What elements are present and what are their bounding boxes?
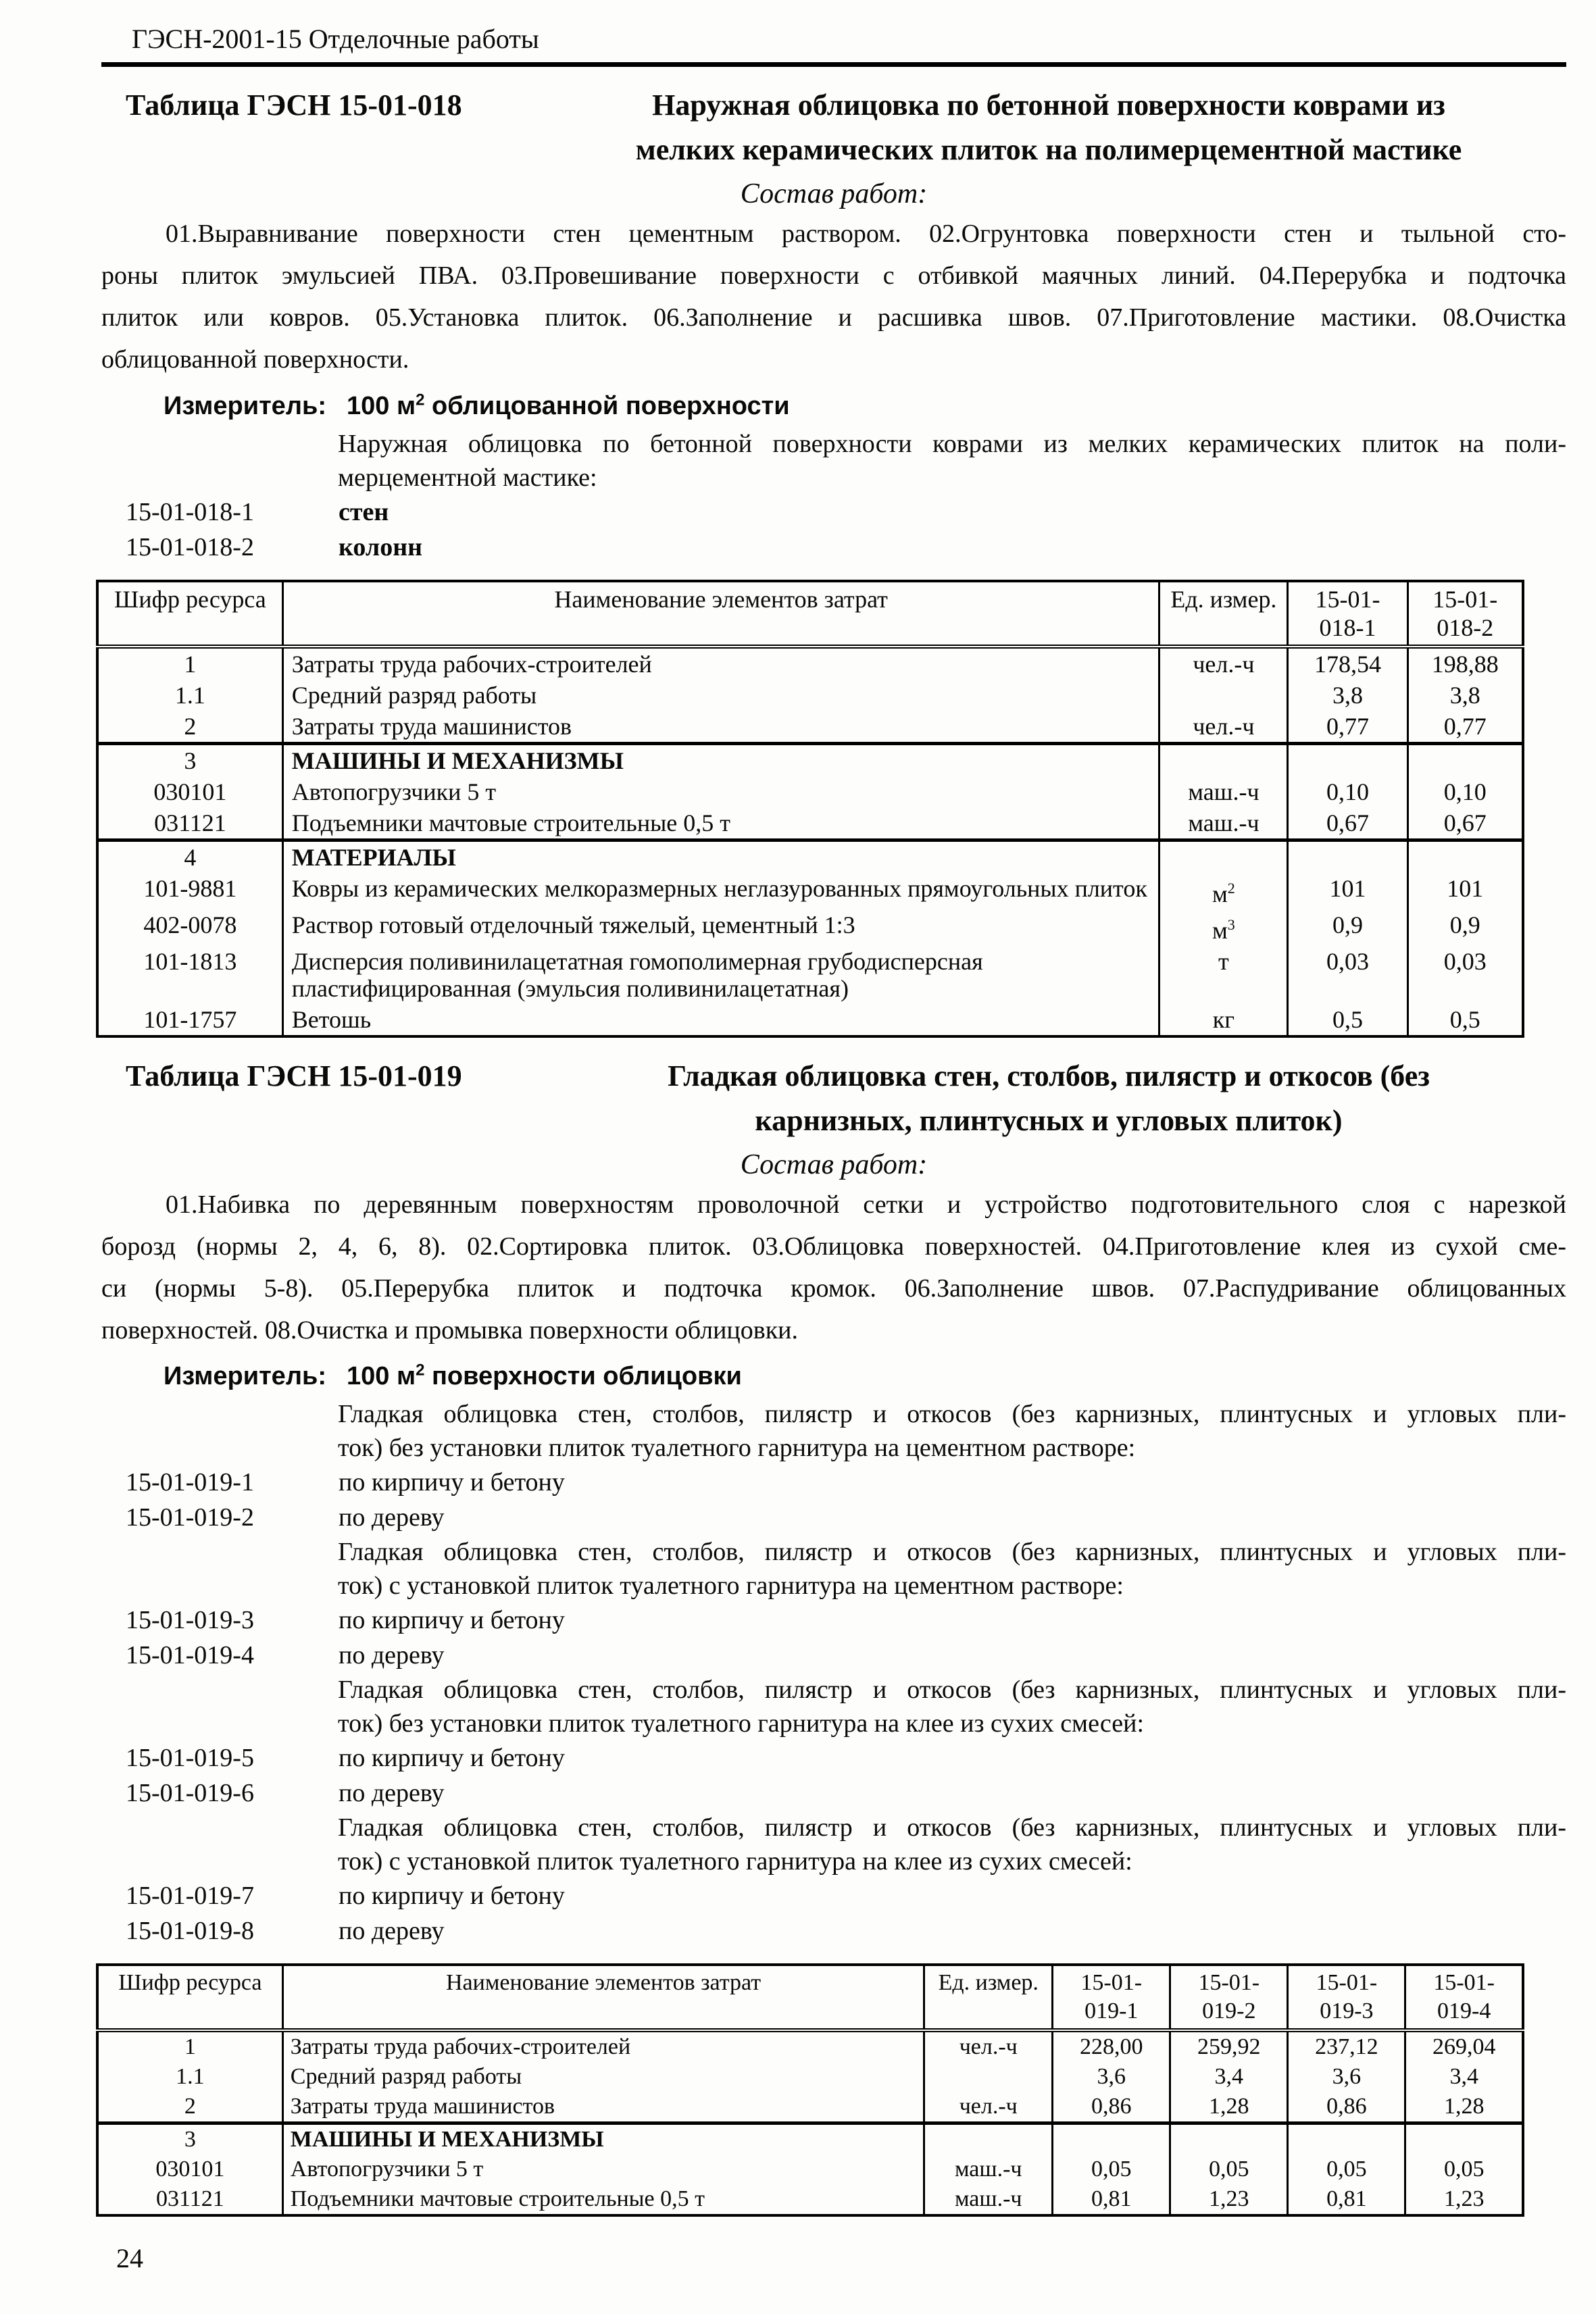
intro-line: ток) с установкой плиток туалетного гарнитура на клее из сухих смесей: bbox=[338, 1847, 1132, 1876]
variant-row bbox=[126, 1500, 1566, 1535]
norm-label: по дереву bbox=[339, 1641, 445, 1670]
measurer-value: 100 $м^2$ поверхности облицовки bbox=[346, 1361, 742, 1391]
cost-element-cell: Средний разряд работы bbox=[282, 2062, 924, 2092]
intro-line: ток) без установки плиток туалетного гарнитура на цементном растворе: bbox=[338, 1434, 1136, 1463]
value-cell: 0,10 bbox=[1407, 776, 1523, 807]
cost-element-cell: Подъемники мачтовые строительные 0,5 т bbox=[282, 807, 1159, 840]
header-line: 15-01- bbox=[1080, 1970, 1143, 1996]
cost-element-cell: Дисперсия поливинилацетатная гомополимерная грубодисперсная пластифицированная (эмульсия поливинилацетатная) bbox=[282, 946, 1159, 1004]
header-line: 019-2 bbox=[1202, 1998, 1256, 2024]
resource-code-cell: 3 bbox=[184, 747, 197, 774]
norm-label: по кирпичу и бетону bbox=[339, 1606, 565, 1635]
value-cell: 3,4 bbox=[1170, 2062, 1288, 2092]
value-cell: 0,9 bbox=[1288, 909, 1407, 946]
cost-element-cell: Затраты труда машинистов bbox=[282, 711, 1159, 744]
intro-line: Наружная облицовка по бетонной поверхности коврами из мелких керамических плиток на поли- bbox=[338, 429, 1566, 458]
value-cell: 237,12 bbox=[1288, 2030, 1405, 2062]
works-paragraph bbox=[101, 1184, 1566, 1351]
unit-superscript: 3 bbox=[1227, 915, 1235, 933]
resource-code-cell: 101-1813 bbox=[143, 947, 237, 975]
unit-cell: чел.-ч bbox=[1159, 647, 1288, 680]
value-cell: 0,10 bbox=[1288, 776, 1407, 807]
variant-row bbox=[126, 1638, 1566, 1673]
norm-code: 15-01-019-1 bbox=[126, 1468, 254, 1497]
header-line: 15-01- bbox=[1198, 1970, 1260, 1996]
cost-element-cell: Подъемники мачтовые строительные 0,5 т bbox=[282, 2184, 924, 2215]
norm-code: 15-01-019-5 bbox=[126, 1744, 254, 1773]
resource-code-cell: 3 bbox=[184, 2127, 196, 2153]
table-row bbox=[97, 873, 1523, 909]
section-15-01-018 bbox=[101, 83, 1566, 1038]
cost-element-cell: Автопогрузчики 5 т bbox=[282, 2155, 924, 2184]
table-header-cell: Шифр ресурса bbox=[114, 585, 266, 613]
value-cell: 0,81 bbox=[1053, 2184, 1170, 2215]
unit-cell: $м^2$ bbox=[1159, 873, 1288, 909]
value-cell bbox=[1053, 2123, 1170, 2155]
resource-code-cell: 1 bbox=[184, 650, 197, 678]
unit-cell bbox=[924, 2062, 1053, 2092]
resource-code-cell: 031121 bbox=[154, 809, 226, 836]
header-line: 019-1 bbox=[1084, 1998, 1139, 2024]
variant-intro bbox=[338, 1535, 1566, 1603]
cost-element-cell: Затраты труда машинистов bbox=[282, 2092, 924, 2123]
works-line: облицованной поверхности. bbox=[101, 345, 409, 374]
header-line: 018-1 bbox=[1319, 613, 1376, 641]
resources-table-15-01-018 bbox=[96, 580, 1524, 1038]
works-paragraph bbox=[101, 213, 1566, 380]
table-row bbox=[97, 840, 1523, 873]
value-cell bbox=[1288, 840, 1407, 873]
intro-line: Гладкая облицовка стен, столбов, пилястр и откосов (без карнизных, плинтусных и угловых пли- bbox=[338, 1813, 1566, 1842]
value-cell: 3,6 bbox=[1053, 2062, 1170, 2092]
works-line: 01.Выравнивание поверхности стен цементным раствором. 02.Огрунтовка поверхности стен и тыльной сто- bbox=[166, 220, 1566, 248]
resource-code-cell: 1.1 bbox=[176, 2064, 205, 2090]
value-cell: 101 bbox=[1407, 873, 1523, 909]
unit-cell: маш.-ч bbox=[924, 2184, 1053, 2215]
table-row bbox=[97, 711, 1523, 744]
cost-element-cell: МАТЕРИАЛЫ bbox=[282, 840, 1159, 873]
table-title bbox=[531, 83, 1566, 172]
header-line: 15-01- bbox=[1316, 1970, 1378, 1996]
intro-line: ток) с установкой плиток туалетного гарнитура на цементном растворе: bbox=[338, 1571, 1124, 1601]
works-line: поверхностей. 08.Очистка и промывка поверхности облицовки. bbox=[101, 1315, 798, 1344]
value-cell bbox=[1288, 2123, 1405, 2155]
table-header-cell bbox=[1407, 581, 1523, 647]
table-label: Таблица ГЭСН 15-01-019 bbox=[126, 1059, 462, 1092]
works-heading: Состав работ: bbox=[740, 1149, 928, 1180]
table-header-cell: Ед. измер. bbox=[924, 1965, 1053, 2030]
table-row bbox=[97, 1004, 1523, 1036]
value-cell: 269,04 bbox=[1405, 2030, 1523, 2062]
value-cell: 0,5 bbox=[1288, 1004, 1407, 1036]
header-line: 15-01- bbox=[1432, 585, 1498, 613]
norm-label: стен bbox=[339, 497, 389, 526]
value-cell: 1,28 bbox=[1170, 2092, 1288, 2123]
variant-row bbox=[126, 1740, 1566, 1776]
table-row bbox=[97, 2062, 1523, 2092]
header-line: 15-01- bbox=[1433, 1970, 1495, 1996]
resource-code-cell: 1.1 bbox=[174, 681, 205, 709]
table-row bbox=[97, 2092, 1523, 2123]
title-line: мелких керамических плиток на полимерцементной мастике bbox=[635, 133, 1462, 166]
unit-cell: т bbox=[1159, 946, 1288, 1004]
intro-line: мерцементной мастике: bbox=[338, 463, 597, 492]
measurer-value: 100 $м^2$ облицованной поверхности bbox=[346, 391, 790, 420]
norm-label: по кирпичу и бетону bbox=[339, 1744, 565, 1773]
value-cell bbox=[1170, 2123, 1288, 2155]
norm-code: 15-01-019-6 bbox=[126, 1779, 254, 1808]
variants-list bbox=[101, 1397, 1566, 1948]
value-cell: 0,81 bbox=[1288, 2184, 1405, 2215]
table-header-cell bbox=[1053, 1965, 1170, 2030]
table-header-cell: Шифр ресурса bbox=[118, 1970, 262, 1996]
variant-intro bbox=[338, 427, 1566, 495]
works-line: си (нормы 5-8). 05.Перерубка плиток и подточка кромок. 06.Заполнение швов. 07.Распудривание облицованных bbox=[101, 1274, 1566, 1303]
value-cell: 0,03 bbox=[1407, 946, 1523, 1004]
norm-label: колонн bbox=[339, 532, 423, 561]
intro-line: Гладкая облицовка стен, столбов, пилястр и откосов (без карнизных, плинтусных и угловых пли- bbox=[338, 1400, 1566, 1429]
value-cell bbox=[1407, 840, 1523, 873]
variant-intro bbox=[338, 1397, 1566, 1465]
variant-row bbox=[126, 495, 1566, 530]
value-cell: 3,4 bbox=[1405, 2062, 1523, 2092]
value-cell: 0,05 bbox=[1170, 2155, 1288, 2184]
table-row bbox=[97, 2184, 1523, 2215]
value-cell: 0,67 bbox=[1407, 807, 1523, 840]
value-cell: 0,67 bbox=[1288, 807, 1407, 840]
works-line: плиток или ковров. 05.Установка плиток. 06.Заполнение и расшивка швов. 07.Приготовление мастики. 08.Очистка bbox=[101, 303, 1566, 332]
norm-code: 15-01-019-4 bbox=[126, 1641, 254, 1670]
unit-cell: кг bbox=[1159, 1004, 1288, 1036]
norm-code: 15-01-018-2 bbox=[126, 532, 254, 561]
value-cell: 101 bbox=[1288, 873, 1407, 909]
table-group bbox=[97, 840, 1523, 1036]
table-row bbox=[97, 807, 1523, 840]
table-row bbox=[97, 776, 1523, 807]
resource-code-cell: 1 bbox=[184, 2034, 196, 2060]
cost-element-cell: МАШИНЫ И МЕХАНИЗМЫ bbox=[282, 2123, 924, 2155]
unit-cell bbox=[1159, 680, 1288, 711]
resource-code-cell: 2 bbox=[184, 2094, 196, 2119]
unit-cell bbox=[1159, 743, 1288, 776]
header-line: 15-01- bbox=[1315, 585, 1380, 613]
measurer-superscript: 2 bbox=[416, 1361, 425, 1380]
resource-code-cell: 2 bbox=[184, 712, 197, 740]
running-header-text: ГЭСН-2001-15 Отделочные работы bbox=[132, 24, 539, 54]
cost-element-cell: Ветошь bbox=[282, 1004, 1159, 1036]
value-cell bbox=[1405, 2123, 1523, 2155]
header-line: 019-4 bbox=[1437, 1998, 1491, 2024]
value-cell: 259,92 bbox=[1170, 2030, 1288, 2062]
page-number: 24 bbox=[116, 2243, 143, 2274]
table-title-row bbox=[101, 83, 1566, 172]
unit-superscript: 2 bbox=[1227, 879, 1235, 897]
variant-intro bbox=[338, 1811, 1566, 1878]
variant-intro bbox=[338, 1673, 1566, 1740]
variant-row bbox=[126, 1465, 1566, 1500]
value-cell: 1,23 bbox=[1405, 2184, 1523, 2215]
cost-element-cell: Средний разряд работы bbox=[282, 680, 1159, 711]
table-row bbox=[97, 743, 1523, 776]
resources-table-15-01-019 bbox=[96, 1963, 1524, 2217]
table-group bbox=[97, 647, 1523, 744]
table-group bbox=[97, 743, 1523, 840]
table-row bbox=[97, 680, 1523, 711]
norm-code: 15-01-019-8 bbox=[126, 1917, 254, 1946]
title-line: Гладкая облицовка стен, столбов, пилястр и откосов (без bbox=[668, 1059, 1430, 1092]
value-cell: 0,05 bbox=[1053, 2155, 1170, 2184]
norm-code: 15-01-019-2 bbox=[126, 1503, 254, 1532]
value-cell: 0,05 bbox=[1288, 2155, 1405, 2184]
value-cell: 0,77 bbox=[1288, 711, 1407, 744]
works-heading: Состав работ: bbox=[740, 178, 928, 209]
norm-label: по дереву bbox=[339, 1917, 445, 1946]
unit-cell: маш.-ч bbox=[924, 2155, 1053, 2184]
variant-row bbox=[126, 530, 1566, 565]
variant-row bbox=[126, 1776, 1566, 1811]
table-header bbox=[97, 1965, 1523, 2030]
table-row bbox=[97, 647, 1523, 680]
value-cell: 0,77 bbox=[1407, 711, 1523, 744]
works-line: борозд (нормы 2, 4, 6, 8). 02.Сортировка плиток. 03.Облицовка поверхностей. 04.Приготовление клея из сухой сме- bbox=[101, 1232, 1566, 1261]
value-cell: 1,28 bbox=[1405, 2092, 1523, 2123]
norm-code: 15-01-018-1 bbox=[126, 497, 254, 526]
intro-line: Гладкая облицовка стен, столбов, пилястр и откосов (без карнизных, плинтусных и угловых пли- bbox=[338, 1676, 1566, 1705]
cost-element-cell: Автопогрузчики 5 т bbox=[282, 776, 1159, 807]
measurer-superscript: 2 bbox=[416, 391, 425, 409]
norm-code: 15-01-019-3 bbox=[126, 1606, 254, 1635]
norm-label: по кирпичу и бетону bbox=[339, 1882, 565, 1911]
resource-code-cell: 101-9881 bbox=[143, 874, 237, 902]
header-line: 019-3 bbox=[1320, 1998, 1374, 2024]
unit-cell: маш.-ч bbox=[1159, 807, 1288, 840]
table-header-row bbox=[97, 581, 1523, 647]
table-header bbox=[97, 581, 1523, 647]
resource-code-cell: 101-1757 bbox=[143, 1005, 237, 1033]
variant-row bbox=[126, 1878, 1566, 1913]
table-title bbox=[531, 1054, 1566, 1143]
value-cell: 0,05 bbox=[1405, 2155, 1523, 2184]
table-row bbox=[97, 909, 1523, 946]
resource-code-cell: 402-0078 bbox=[143, 911, 237, 938]
unit-cell: чел.-ч bbox=[1159, 711, 1288, 744]
table-row bbox=[97, 946, 1523, 1004]
table-header-cell: Ед. измер. bbox=[1159, 581, 1288, 647]
norm-label: по дереву bbox=[339, 1779, 445, 1808]
table-row bbox=[97, 2155, 1523, 2184]
header-line: 018-2 bbox=[1437, 613, 1494, 641]
variant-row bbox=[126, 1603, 1566, 1638]
unit-cell: чел.-ч bbox=[924, 2092, 1053, 2123]
resource-code-cell: 030101 bbox=[153, 778, 227, 805]
resource-code-cell: 4 bbox=[184, 843, 197, 871]
table-header-cell bbox=[1288, 581, 1407, 647]
value-cell: 0,86 bbox=[1053, 2092, 1170, 2123]
norm-label: по дереву bbox=[339, 1503, 445, 1532]
table-group bbox=[97, 2123, 1523, 2216]
unit-cell: маш.-ч bbox=[1159, 776, 1288, 807]
table-header-row bbox=[97, 1965, 1523, 2030]
cost-element-cell: Затраты труда рабочих-строителей bbox=[282, 647, 1159, 680]
value-cell: 0,5 bbox=[1407, 1004, 1523, 1036]
table-header-cell bbox=[1170, 1965, 1288, 2030]
unit-cell: чел.-ч bbox=[924, 2030, 1053, 2062]
measurer-line bbox=[101, 1354, 1566, 1394]
cost-element-cell: Затраты труда рабочих-строителей bbox=[282, 2030, 924, 2062]
table-title-row bbox=[101, 1054, 1566, 1143]
cost-element-cell: МАШИНЫ И МЕХАНИЗМЫ bbox=[282, 743, 1159, 776]
measurer-label: Измеритель: bbox=[164, 1362, 326, 1391]
value-cell: 178,54 bbox=[1288, 647, 1407, 680]
table-row bbox=[97, 2030, 1523, 2062]
table-row bbox=[97, 2123, 1523, 2155]
measurer-line bbox=[101, 383, 1566, 423]
running-header bbox=[101, 0, 1566, 67]
title-line: карнизных, плинтусных и угловых плиток) bbox=[755, 1103, 1343, 1137]
value-cell: 198,88 bbox=[1407, 647, 1523, 680]
table-header-cell bbox=[1288, 1965, 1405, 2030]
value-cell: 0,86 bbox=[1288, 2092, 1405, 2123]
value-cell: 0,03 bbox=[1288, 946, 1407, 1004]
variants-list bbox=[101, 427, 1566, 565]
cost-element-cell: Ковры из керамических мелкоразмерных неглазурованных прямоугольных плиток bbox=[282, 873, 1159, 909]
table-header-cell: Наименование элементов затрат bbox=[282, 1965, 924, 2030]
table-header-cell: Наименование элементов затрат bbox=[282, 581, 1159, 647]
works-line: 01.Набивка по деревянным поверхностям проволочной сетки и устройство подготовительного слоя с нарезкой bbox=[166, 1190, 1566, 1219]
value-cell bbox=[1407, 743, 1523, 776]
unit-cell bbox=[1159, 840, 1288, 873]
intro-line: ток) без установки плиток туалетного гарнитура на клее из сухих смесей: bbox=[338, 1709, 1145, 1738]
table-label: Таблица ГЭСН 15-01-018 bbox=[126, 89, 462, 122]
works-line: роны плиток эмульсией ПВА. 03.Провешивание поверхности с отбивкой маячных линий. 04.Перерубка и подточка bbox=[101, 261, 1566, 290]
resource-code-cell: 031121 bbox=[156, 2186, 224, 2212]
unit-cell: $м^3$ bbox=[1159, 909, 1288, 946]
value-cell: 3,8 bbox=[1407, 680, 1523, 711]
norm-code: 15-01-019-7 bbox=[126, 1882, 254, 1911]
norm-label: по кирпичу и бетону bbox=[339, 1468, 565, 1497]
table-group bbox=[97, 2030, 1523, 2123]
value-cell: 1,23 bbox=[1170, 2184, 1288, 2215]
value-cell: 0,9 bbox=[1407, 909, 1523, 946]
table-header-cell bbox=[1405, 1965, 1523, 2030]
value-cell: 228,00 bbox=[1053, 2030, 1170, 2062]
variant-row bbox=[126, 1913, 1566, 1948]
measurer-label: Измеритель: bbox=[164, 391, 326, 420]
value-cell bbox=[1288, 743, 1407, 776]
intro-line: Гладкая облицовка стен, столбов, пилястр и откосов (без карнизных, плинтусных и угловых пли- bbox=[338, 1538, 1566, 1567]
section-15-01-019 bbox=[101, 1054, 1566, 2217]
title-line: Наружная облицовка по бетонной поверхности коврами из bbox=[652, 89, 1445, 122]
unit-cell bbox=[924, 2123, 1053, 2155]
resource-code-cell: 030101 bbox=[155, 2157, 225, 2182]
value-cell: 3,6 bbox=[1288, 2062, 1405, 2092]
cost-element-cell: Раствор готовый отделочный тяжелый, цементный 1:3 bbox=[282, 909, 1159, 946]
value-cell: 3,8 bbox=[1288, 680, 1407, 711]
